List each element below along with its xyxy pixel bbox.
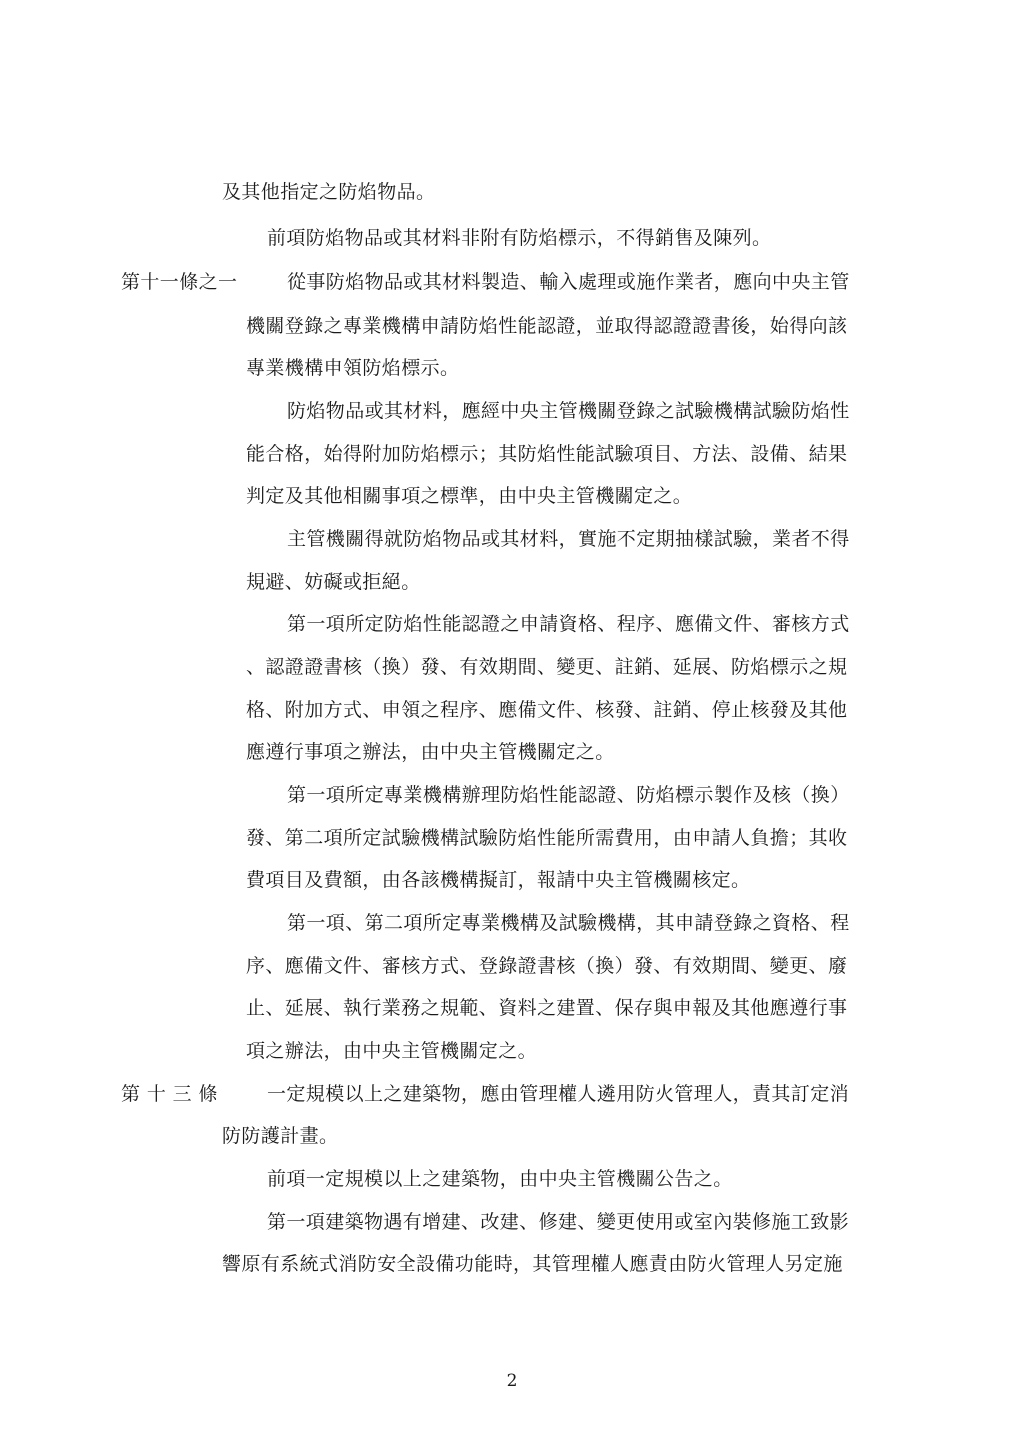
paragraph-line: 能合格，始得附加防焰標示；其防焰性能試驗項目、方法、設備、結果	[246, 443, 848, 465]
paragraph-line: 響原有系統式消防安全設備功能時，其管理權人應責由防火管理人另定施	[222, 1253, 843, 1275]
paragraph-line: 一定規模以上之建築物，應由管理權人遴用防火管理人，責其訂定消	[267, 1083, 850, 1105]
paragraph-line: 格、附加方式、申領之程序、應備文件、核發、註銷、停止核發及其他	[246, 699, 848, 721]
paragraph-line: 序、應備文件、審核方式、登錄證書核（換）發、有效期間、變更、廢	[246, 955, 848, 977]
paragraph-line: 費項目及費額，由各該機構擬訂，報請中央主管機關核定。	[246, 869, 751, 891]
paragraph-line: 專業機構申領防焰標示。	[246, 357, 460, 379]
paragraph-line: 判定及其他相關事項之標準，由中央主管機關定之。	[246, 485, 693, 507]
paragraph-line: 防焰物品或其材料，應經中央主管機關登錄之試驗機構試驗防焰性	[287, 400, 850, 422]
paragraph-line: 機關登錄之專業機構申請防焰性能認證，並取得認證證書後，始得向該	[246, 315, 848, 337]
paragraph-line: 止、延展、執行業務之規範、資料之建置、保存與申報及其他應遵行事	[246, 997, 848, 1019]
paragraph-line: 前項防焰物品或其材料非附有防焰標示，不得銷售及陳列。	[267, 227, 772, 249]
article-label: 第十一條之一	[121, 271, 238, 293]
paragraph-line: 規避、妨礙或拒絕。	[246, 571, 421, 593]
paragraph-line: 第一項、第二項所定專業機構及試驗機構，其申請登錄之資格、程	[287, 912, 850, 934]
paragraph-line: 第一項建築物遇有增建、改建、修建、變更使用或室內裝修施工致影	[267, 1211, 850, 1233]
article-label: 第 十 三 條	[121, 1083, 218, 1105]
paragraph-line: 第一項所定專業機構辦理防焰性能認證、防焰標示製作及核（換）	[287, 784, 850, 806]
paragraph-line: 從事防焰物品或其材料製造、輸入處理或施作業者，應向中央主管	[287, 271, 850, 293]
paragraph-line: 主管機關得就防焰物品或其材料，實施不定期抽樣試驗，業者不得	[287, 528, 850, 550]
paragraph-line: 、認證證書核（換）發、有效期間、變更、註銷、延展、防焰標示之規	[246, 656, 848, 678]
paragraph-line: 前項一定規模以上之建築物，由中央主管機關公告之。	[267, 1168, 733, 1190]
paragraph-line: 及其他指定之防焰物品。	[222, 181, 436, 203]
paragraph-line: 應遵行事項之辦法，由中央主管機關定之。	[246, 741, 615, 763]
paragraph-line: 防防護計畫。	[222, 1125, 339, 1147]
page-number: 2	[506, 1371, 518, 1391]
paragraph-line: 第一項所定防焰性能認證之申請資格、程序、應備文件、審核方式	[287, 613, 850, 635]
paragraph-line: 發、第二項所定試驗機構試驗防焰性能所需費用，由申請人負擔；其收	[246, 827, 848, 849]
paragraph-line: 項之辦法，由中央主管機關定之。	[246, 1040, 538, 1062]
